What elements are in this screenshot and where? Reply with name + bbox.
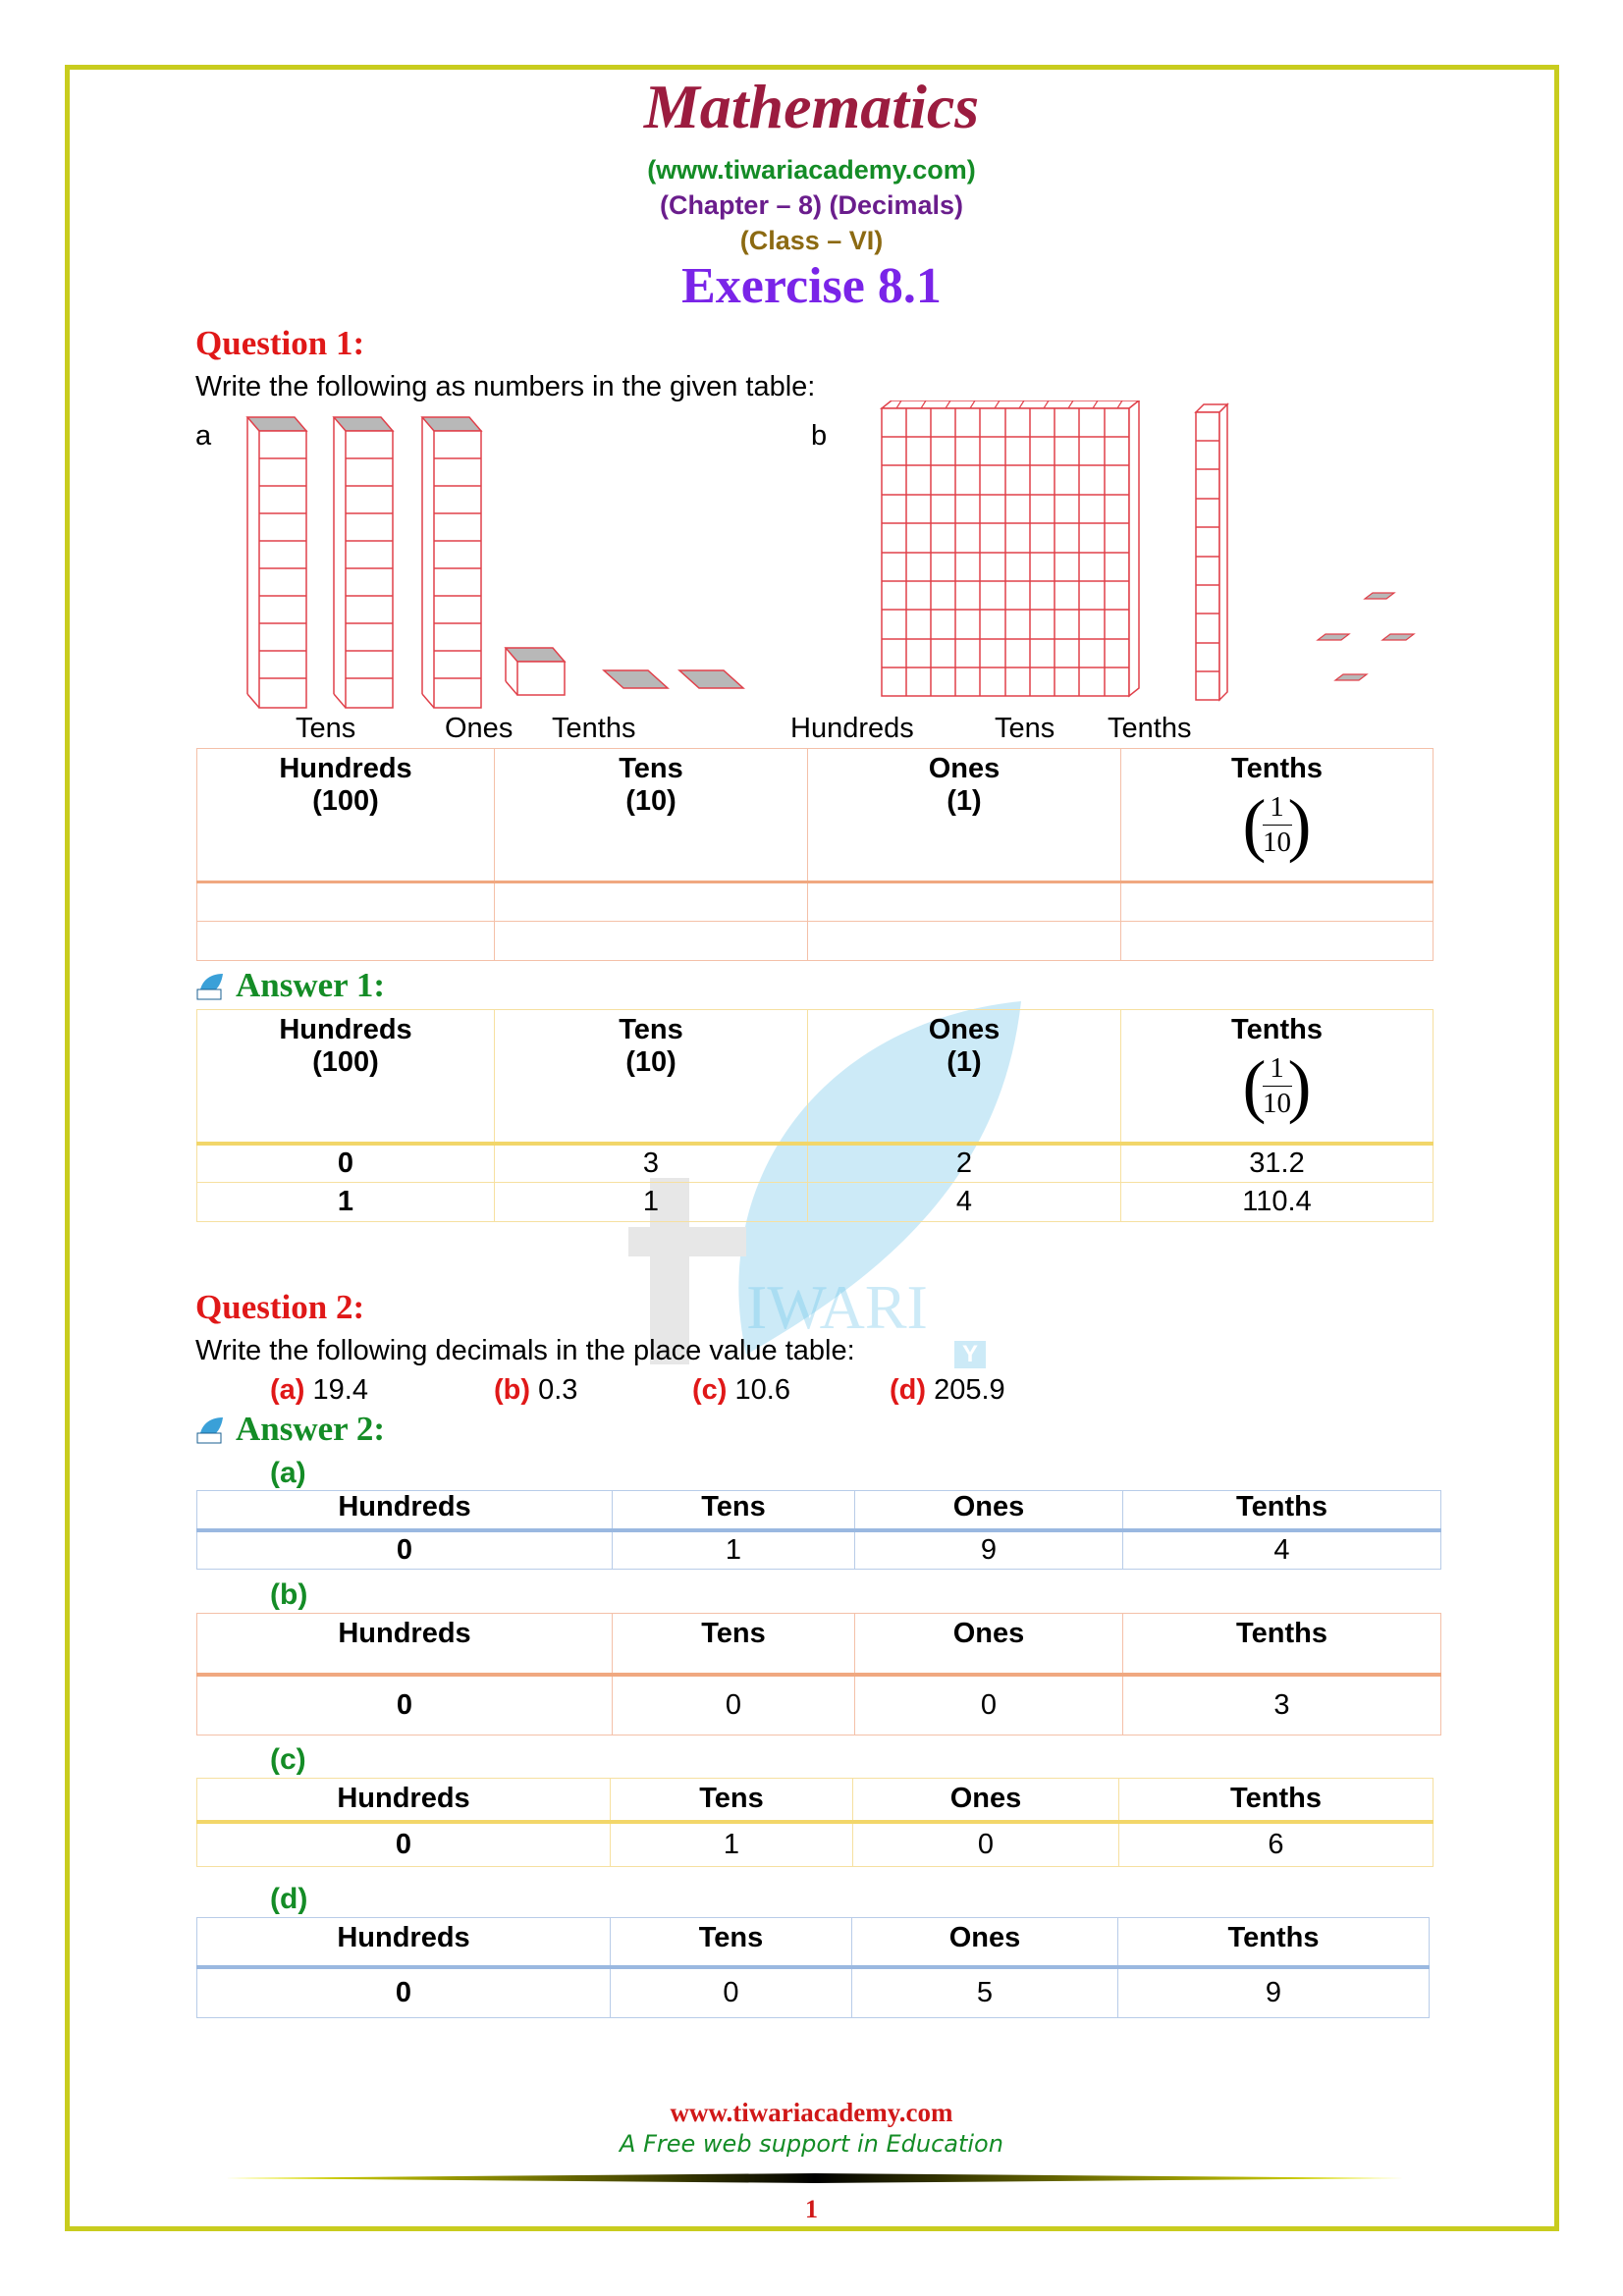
- fraction-one-tenth: ( ) 1 10: [1242, 785, 1312, 864]
- option-a: (a) 19.4: [270, 1374, 368, 1406]
- table-cell: 0: [197, 1144, 495, 1183]
- blank-cell: [495, 922, 808, 961]
- watermark-text-2: Y: [954, 1341, 986, 1368]
- hundred-flat: [882, 400, 1139, 696]
- table-cell: 1: [495, 1183, 808, 1222]
- blank-cell: [808, 882, 1121, 922]
- chapter-label: (Chapter – 8) (Decimals): [659, 190, 964, 220]
- header-ones: Ones: [852, 1918, 1118, 1967]
- question-1-heading: Question 1:: [195, 324, 365, 362]
- option-c: (c) 10.6: [692, 1374, 790, 1406]
- tens-rod: [422, 417, 481, 708]
- header-hundreds: Hundreds: [197, 1918, 611, 1967]
- figure-a-blocks: [236, 407, 766, 712]
- table-cell: 6: [1119, 1822, 1434, 1867]
- caption-hundreds: Hundreds: [790, 713, 914, 744]
- header-tens: Tens: [613, 1491, 855, 1530]
- header-hundreds: Hundreds: [197, 1779, 611, 1822]
- answer-2-heading: Answer 2:: [236, 1410, 385, 1448]
- option-d: (d) 205.9: [890, 1374, 1005, 1406]
- answer-icon: [195, 1415, 225, 1445]
- header-tens: Tens: [611, 1918, 852, 1967]
- answer-1-heading: Answer 1:: [236, 966, 385, 1004]
- blank-cell: [808, 922, 1121, 961]
- header-tens: Tens (10): [495, 749, 808, 882]
- tenth-flat: [604, 670, 668, 688]
- class-label: (Class – VI): [739, 226, 884, 255]
- blank-cell: [495, 882, 808, 922]
- blank-cell: [197, 922, 495, 961]
- table-cell: 1: [611, 1822, 853, 1867]
- question-1-table: [196, 748, 1434, 961]
- header-tenths: Tenths: [1118, 1918, 1430, 1967]
- table-cell: 0: [613, 1675, 855, 1735]
- table-cell: 0: [855, 1675, 1123, 1735]
- tenth-flat: [1382, 634, 1414, 640]
- table-cell: 0: [197, 1530, 613, 1570]
- caption-ones: Ones: [445, 713, 514, 744]
- part-b-label: (b): [270, 1578, 308, 1611]
- caption-tens-b: Tens: [995, 713, 1055, 744]
- answer-1-table: [196, 1009, 1434, 1222]
- fraction-one-tenth: ( ) 1 10: [1242, 1046, 1312, 1125]
- watermark-text: IWARI: [746, 1272, 928, 1342]
- table-cell: 1: [613, 1530, 855, 1570]
- header-tens: Tens: [613, 1614, 855, 1675]
- figure-b-blocks: [874, 400, 1424, 705]
- blank-cell: [1121, 922, 1434, 961]
- table-cell: 0: [197, 1967, 611, 2018]
- table-cell: 1: [197, 1183, 495, 1222]
- blank-cell: [1121, 882, 1434, 922]
- table-row: [197, 1530, 1441, 1570]
- tenth-flat: [1335, 674, 1367, 680]
- tenth-flat: [1365, 593, 1394, 599]
- table-cell: 3: [495, 1144, 808, 1183]
- table-row: [197, 1822, 1434, 1867]
- question-2-text: Write the following decimals in the place value table:: [195, 1335, 855, 1366]
- tenth-flat: [679, 670, 743, 688]
- table-cell: 0: [197, 1675, 613, 1735]
- header-ones: Ones: [855, 1614, 1123, 1675]
- header-ones: Ones (1): [808, 1010, 1121, 1144]
- header-ones: Ones (1): [808, 749, 1121, 882]
- table-row: [197, 1183, 1434, 1222]
- tens-rod: [1196, 404, 1227, 700]
- header-hundreds: Hundreds: [197, 1614, 613, 1675]
- question-1-text: Write the following as numbers in the given table:: [195, 371, 816, 402]
- header-ones: Ones: [855, 1491, 1123, 1530]
- table-cell: 9: [855, 1530, 1123, 1570]
- header-hundreds: Hundreds: [197, 1491, 613, 1530]
- table-cell: 4: [808, 1183, 1121, 1222]
- table-cell: 3: [1123, 1675, 1441, 1735]
- option-b: (b) 0.3: [494, 1374, 578, 1406]
- table-cell: 5: [852, 1967, 1118, 2018]
- table-cell: 9: [1118, 1967, 1430, 2018]
- part-a-label: (a): [270, 1457, 306, 1489]
- part-d-label: (d): [270, 1883, 308, 1915]
- footer-divider: [226, 2171, 1404, 2185]
- header-tenths: Tenths ( ) 1 10: [1121, 1010, 1434, 1144]
- figure-b-label: b: [811, 420, 828, 452]
- part-c-label: (c): [270, 1743, 306, 1776]
- answer-2d-table: [196, 1917, 1430, 2018]
- answer-2b-table: [196, 1613, 1441, 1735]
- footer-tagline: A Free web support in Education: [620, 2130, 1003, 2158]
- header-hundreds: Hundreds (100): [197, 749, 495, 882]
- header-tenths: Tenths: [1123, 1491, 1441, 1530]
- table-row: [197, 1144, 1434, 1183]
- tens-rod: [334, 417, 393, 708]
- table-cell: 0: [197, 1822, 611, 1867]
- table-cell: 2: [808, 1144, 1121, 1183]
- table-cell: 31.2: [1121, 1144, 1434, 1183]
- table-cell: 0: [611, 1967, 852, 2018]
- header-tens: Tens: [611, 1779, 853, 1822]
- header-ones: Ones: [853, 1779, 1119, 1822]
- caption-tenths: Tenths: [552, 713, 636, 744]
- figure-a-label: a: [195, 420, 212, 452]
- table-cell: 4: [1123, 1530, 1441, 1570]
- header-tenths: Tenths: [1123, 1614, 1441, 1675]
- header-tens: Tens (10): [495, 1010, 808, 1144]
- caption-tenths-b: Tenths: [1108, 713, 1192, 744]
- table-cell: 0: [853, 1822, 1119, 1867]
- footer-website[interactable]: www.tiwariacademy.com: [670, 2098, 953, 2127]
- table-cell: 110.4: [1121, 1183, 1434, 1222]
- exercise-title: Exercise 8.1: [681, 258, 942, 314]
- website-link[interactable]: (www.tiwariacademy.com): [647, 155, 976, 185]
- page-number: 1: [805, 2195, 818, 2223]
- header-tenths: Tenths ( ) 1 10: [1121, 749, 1434, 882]
- table-row: [197, 1675, 1441, 1735]
- answer-2a-table: [196, 1490, 1441, 1570]
- one-cube: [506, 648, 565, 695]
- answer-icon: [195, 972, 225, 1001]
- table-row: [197, 1967, 1430, 2018]
- tenth-flat: [1318, 634, 1349, 640]
- question-2-heading: Question 2:: [195, 1288, 365, 1326]
- tens-rod: [247, 417, 306, 708]
- header-hundreds: Hundreds (100): [197, 1010, 495, 1144]
- page-title: Mathematics: [643, 72, 980, 141]
- answer-2c-table: [196, 1778, 1434, 1867]
- header-tenths: Tenths: [1119, 1779, 1434, 1822]
- caption-tens: Tens: [296, 713, 356, 744]
- blank-cell: [197, 882, 495, 922]
